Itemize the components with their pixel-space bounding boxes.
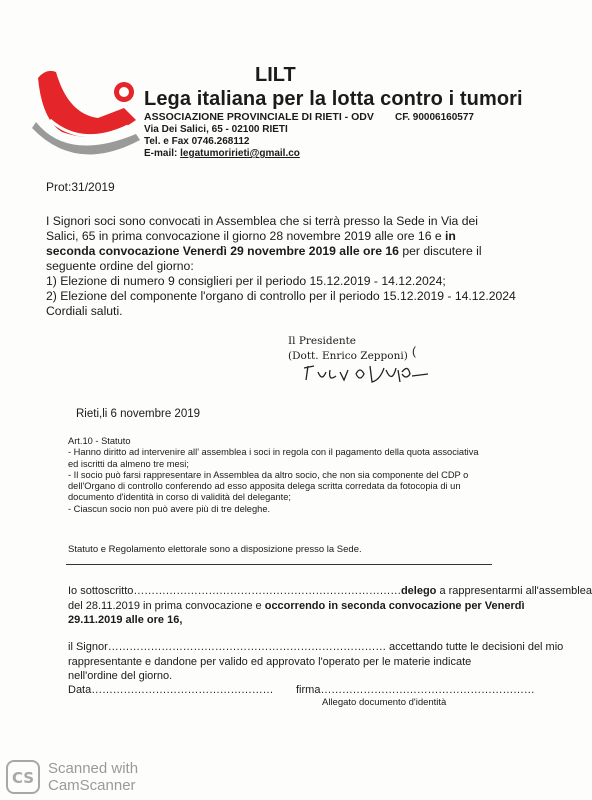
proxy-line: 29.11.2019 alle ore 16, <box>68 614 183 626</box>
signature-field[interactable]: …………………………………………………… <box>320 684 535 696</box>
handwritten-signature <box>300 360 430 388</box>
email-label: E-mail: <box>144 148 178 159</box>
letter-date: Rieti,li 6 novembre 2019 <box>76 408 201 420</box>
statute-note: Statuto e Regolamento elettorale sono a disposizione presso la Sede. <box>68 544 362 555</box>
statute-line: - Il socio può farsi rappresentare in Assemblea da altro socio, che non sia componente del CDP o <box>68 469 469 480</box>
camscanner-watermark: Scanned with CamScanner <box>48 760 139 794</box>
agenda-item-1: 1) Elezione di numero 9 consiglieri per il periodo 15.12.2019 - 14.12.2024; <box>46 274 446 288</box>
divider <box>66 564 492 565</box>
signature-field-row <box>296 684 534 696</box>
convocation-body <box>46 214 516 319</box>
president-name: (Dott. Enrico Zepponi) <box>288 350 408 362</box>
letterhead-association: ASSOCIAZIONE PROVINCIALE DI RIETI - ODV <box>144 111 374 123</box>
logo-red-l <box>38 71 136 137</box>
date-field[interactable]: …………………………………………… <box>91 684 274 696</box>
proxy-line: del 28.11.2019 in prima convocazione e occorrendo in seconda convocazione per Venerdì <box>68 599 525 612</box>
fill-in-field[interactable]: …………………………………………………………………… <box>107 641 386 653</box>
body-line: I Signori soci sono convocati in Assemblea che si terrà presso la Sede in Via dei <box>46 214 478 228</box>
letterhead-phone: Tel. e Fax 0746.268112 <box>144 136 250 147</box>
statute-section <box>68 436 498 515</box>
statute-line: - Hanno diritto ad intervenire all' assemblea i soci in regola con il pagamento della quota associativa <box>68 447 479 458</box>
body-line: seguente ordine del giorno: <box>46 259 194 273</box>
statute-line: ed iscritti da almeno tre mesi; <box>68 458 189 469</box>
camscanner-icon <box>6 760 40 794</box>
statute-line: documento d'identità in corso di validità del delegante; <box>68 492 291 503</box>
proxy-line: rappresentante e dandone per valido ed approvato l'operato per le materie indicate <box>68 655 472 668</box>
letterhead-name: Lega italiana per la lotta contro i tumori <box>144 88 523 110</box>
letterhead-cf: CF. 90006160577 <box>395 112 474 123</box>
closing: Cordiali saluti. <box>46 304 123 318</box>
pen-mark: ( <box>412 344 416 358</box>
proxy-line: nell'ordine del giorno. <box>68 670 173 682</box>
president-title: Il Presidente <box>288 335 357 347</box>
date-field-row <box>68 684 273 696</box>
proxy-form <box>68 584 592 628</box>
date-label: Data <box>68 684 92 696</box>
statute-heading: Art.10 - Statuto <box>68 436 131 446</box>
letterhead-address: Via Dei Salici, 65 - 02100 RIETI <box>144 124 288 135</box>
protocol-number: Prot:31/2019 <box>46 180 115 194</box>
proxy-line: il Signor…………………………………………………………………… accettando tutte le decisioni del mio <box>68 641 564 653</box>
fill-in-field[interactable]: ………………………………………………………………… <box>133 585 401 597</box>
lilt-logo <box>28 62 148 170</box>
attached-id-note: Allegato documento d'identità <box>322 697 447 708</box>
signature-label: firma <box>296 684 321 696</box>
svg-text:CS: CS <box>11 769 35 787</box>
proxy-line: Io sottoscritto…………………………………………………………………delego a rappresentarmi all'assemblea <box>68 585 592 597</box>
statute-line: dell'Organo di controllo conferendo ad esso apposita delega scritta corredata da fotocopia di un <box>68 481 461 492</box>
body-line: seconda convocazione Venerdì 29 novembre 2019 alle ore 16 per discutere il <box>46 244 482 258</box>
letterhead-email-row <box>144 148 300 159</box>
agenda-item-2: 2) Elezione del componente l'organo di controllo per il periodo 15.12.2019 - 14.12.2024 <box>46 289 516 303</box>
email-link[interactable]: legatumoririeti@gmail.co <box>180 148 300 159</box>
statute-line: - Ciascun socio non può avere più di tre deleghe. <box>68 503 271 514</box>
proxy-form-signor <box>68 640 563 684</box>
letterhead-acronym: LILT <box>255 64 296 86</box>
body-line: Salici, 65 in prima convocazione il giorno 28 novembre 2019 alle ore 16 e in <box>46 229 456 243</box>
